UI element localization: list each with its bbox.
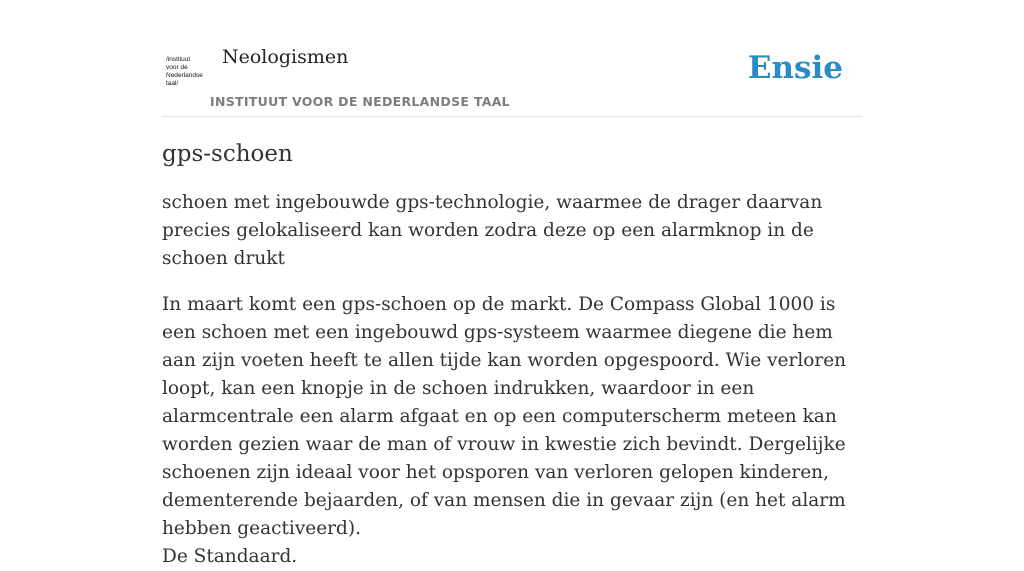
entry-definition: schoen met ingebouwde gps-technologie, waarmee de drager daarvan precies gelokaliseerd kan worden zodra deze op een alarmknop in de schoen drukt — [162, 192, 823, 269]
entry-source: De Standaard. — [162, 546, 298, 567]
site-title-link[interactable]: Neologismen — [222, 46, 349, 68]
logo-line-3: Nederlandse — [166, 72, 203, 79]
logo-line-4: taal/ — [166, 80, 179, 87]
entry-quote: In maart komt een gps-schoen op de markt. De Compass Global 1000 is een schoen met een ingebouwd gps-systeem waarmee diegene die hem aan zijn voeten heeft te allen tijde kan worden opgespoord. Wie verloren loopt, kan een knopje in de schoen indrukken, waardoor in een alarmcentrale een alarm afgaat en op een computerscherm meteen kan worden gezien waar de man of vrouw in kwestie zich bevindt. Dergelijke schoenen zijn ideaal voor het opsporen van verloren gelopen kinderen, dementerende bejaarden, of van mensen die in gevaar zijn (en het alarm hebben geactiveerd). — [162, 294, 847, 539]
ensie-brand-link[interactable]: Ensie — [747, 50, 843, 86]
logo-line-1: /instituut — [166, 56, 191, 63]
institute-subtitle: INSTITUUT VOOR DE NEDERLANDSE TAAL — [210, 94, 510, 109]
logo-line-2: voor de — [166, 64, 188, 71]
site-header — [162, 40, 862, 117]
dictionary-entry — [162, 138, 862, 571]
entry-term: gps-schoen — [162, 141, 293, 167]
institute-logo[interactable] — [166, 56, 208, 90]
